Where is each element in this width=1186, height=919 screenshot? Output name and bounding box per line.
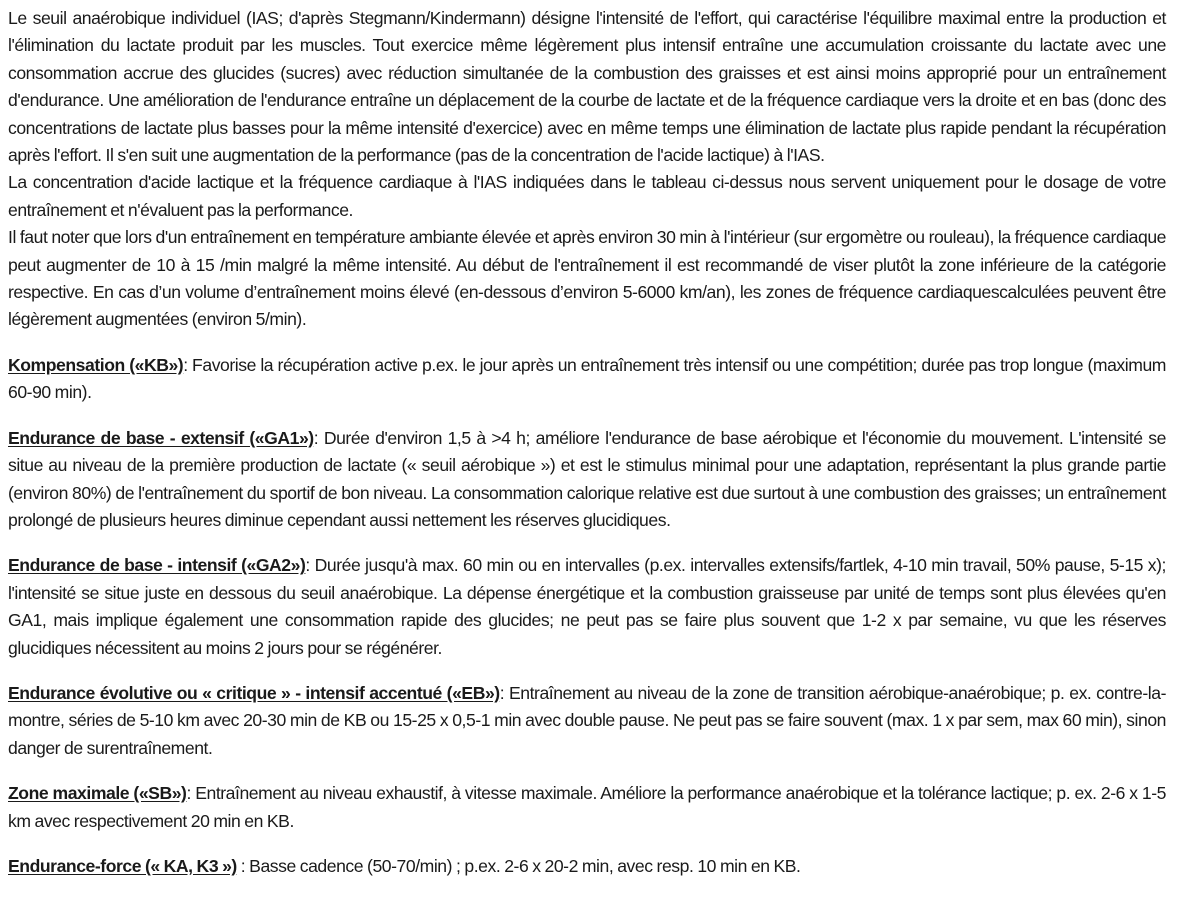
zone-ka-text: : Basse cadence (50-70/min) ; p.ex. 2-6 x 20-2 min, avec resp. 10 min en KB. — [236, 855, 801, 876]
zone-eb-paragraph — [8, 680, 1166, 762]
zone-ga2-paragraph — [8, 552, 1166, 662]
zone-ga1-paragraph — [8, 425, 1166, 535]
intro-paragraph-heat-note: Il faut noter que lors d'un entraînement en température ambiante élevée et après environ 30 min à l'intérieur (sur ergomètre ou rouleau), la fréquence cardiaque peut augmenter de 10 à 15 /min malgré la même intensité. Au début de l'entraînement il est recommandé de viser plutôt la zone inférieure de la catégorie respective. En cas d’un volume d’entraînement moins élevé (en-dessous d’environ 5-6000 km/an), les zones de fréquence cardiaquescalculées peuvent être légèrement augmentées (environ 5/min). — [8, 227, 1166, 330]
zone-ka-term: Endurance-force (« KA, K3 ») — [8, 855, 237, 876]
zone-kb-text: : Favorise la récupération active p.ex. le jour après un entraînement très intensif ou une compétition; durée pas trop longue (maximum 60-90 min). — [8, 354, 1166, 403]
intro-paragraph-ias: Le seuil anaérobique individuel (IAS; d'après Stegmann/Kindermann) désigne l'intensité de l'effort, qui caractérise l'équilibre maximal entre la production et l'élimination du lactate produit par les muscles. Tout exercice même légèrement plus intensif entraîne une accumulation croissante du lactate avec une consommation accrue des glucides (sucres) avec réduction simultanée de la combustion des graisses et est ainsi moins approprié pour un entraînement d'endurance. Une amélioration de l'endurance entraîne un déplacement de la courbe de lactate et de la fréquence cardiaque vers la droite et en bas (donc des concentrations de lactate plus basses pour la même intensité d'exercice) avec en même temps une élimination de lactate plus rapide pendant la récupération après l'effort. Il s'en suit une augmentation de la performance (pas de la concentration de l'acide lactique) à l'IAS. — [8, 8, 1166, 166]
zone-sb-term: Zone maximale («SB») — [8, 783, 187, 804]
zone-kb-term: Kompensation («KB») — [8, 354, 184, 375]
zone-ga1-term: Endurance de base - extensif («GA1») — [8, 427, 314, 448]
zone-ga2-text: : Durée jusqu'à max. 60 min ou en intervalles (p.ex. intervalles extensifs/fartlek, 4-10 min travail, 50% pause, 5-15 x); l'intensité se situe juste en dessous du seuil anaérobique. La dépense énergétique et la combustion graisseuse par unité de temps sont plus élevées qu'en GA1, mais implique également une consommation rapide des glucides; ne peut pas se faire plus souvent que 1-2 x par semaine, vu que les réserves glucidiques nécessitent au moins 2 jours pour se régénérer. — [8, 555, 1166, 658]
intro-paragraph-dosage: La concentration d'acide lactique et la fréquence cardiaque à l'IAS indiquées dans le tableau ci-dessus nous servent uniquement pour le dosage de votre entraînement et n'évaluent pas la performance. — [8, 172, 1166, 220]
zone-sb-text: : Entraînement au niveau exhaustif, à vitesse maximale. Améliore la performance anaérobique et la tolérance lactique; p. ex. 2-6 x 1-5 km avec respectivement 20 min en KB. — [8, 783, 1166, 831]
zone-kb-paragraph — [8, 352, 1166, 407]
zone-ga1-text: : Durée d'environ 1,5 à >4 h; améliore l'endurance de base aérobique et l'économie du mouvement. L'intensité se situe au niveau de la première production de lactate (« seuil aérobique ») et est le stimulus minimal pour une adaptation, représentant la plus grande partie (environ 80%) de l'entraînement du sportif de bon niveau. La consommation calorique relative est due surtout à une combustion des graisses; un entraînement prolongé de plusieurs heures diminue cependant aussi nettement les réserves glucidiques. — [8, 427, 1166, 530]
zone-eb-text: : Entraînement au niveau de la zone de transition aérobique-anaérobique; p. ex. contre-la-montre, séries de 5-10 km avec 20-30 min de KB ou 15-25 x 0,5-1 min avec double pause. Ne peut pas se faire souvent (max. 1 x par sem, max 60 min), sinon danger de surentraînement. — [8, 682, 1166, 758]
zone-sb-paragraph — [8, 780, 1166, 835]
zone-ka-paragraph — [8, 853, 1166, 880]
zone-eb-term: Endurance évolutive ou « critique » - intensif accentué («EB») — [8, 682, 500, 703]
zone-ga2-term: Endurance de base - intensif («GA2») — [8, 555, 306, 576]
